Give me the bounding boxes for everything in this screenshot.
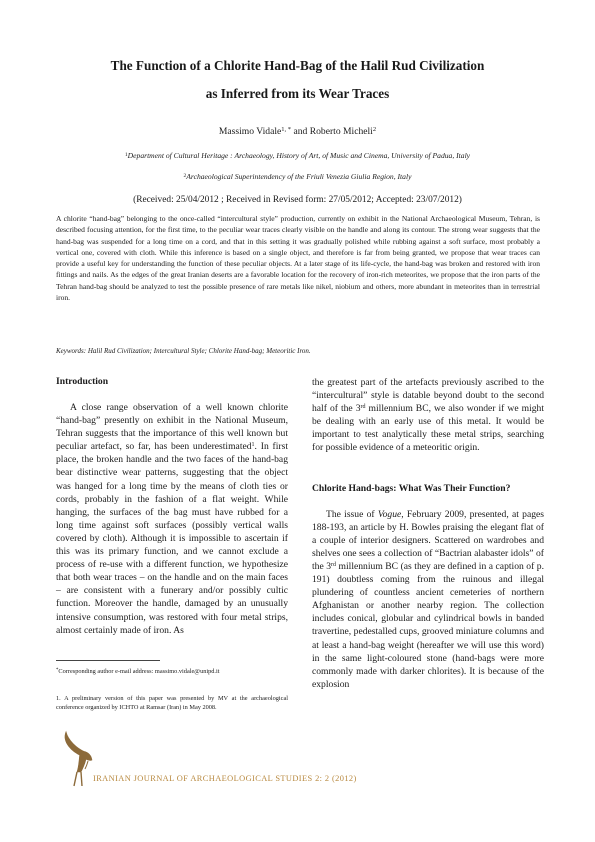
paper-title (40, 52, 555, 108)
continued-text-b: millennium BC, we also wonder if we might be dealing with an early use of this metal. It would be important to test analytically these metal strips, searching for possible evidence of a meteoritic origin. (312, 403, 545, 454)
affiliation-1-text: Department of Cultural Heritage : Archaeology, History of Art, of Music and Cinema, University of Padua, Italy (127, 151, 471, 160)
function-text-c: millennium BC (as they are defined in a caption of p. 191) doubtless coming from the ruinous and illegal plundering of countless ancient cemeteries of northern Afghanistan or another nearby region. The collection includes conical, globular and cylindrical bowls in banded travertine, pedestalled cups, grooved miniature columns and at least a hand-bag weight (hereafter we will use this word) in the same light-coloured stone (hand-bags were more commonly made with darker chlorites). It is because of the explosion (312, 560, 544, 690)
abstract: A chlorite “hand-bag” belonging to the once-called “intercultural style” production, currently on exhibit in the National Archaeological Museum, Tehran, is described focusing attention, for the first time, to the peculiar wear traces clearly visible on the handle and along its contour. The strong wear suggests that the hand-bag was suspended for a long time on a cord, and that in this setting it was gradually polished while rubbing against a soft surface, most probably a vertical one, covered with cloth. While this inference is based on a single object, and therefore is far from being granted, we propose that wear traces can provide a useful key for understanding the function of these peculiar objects. At a later stage of its life-cycle, the hand-bag was broken and restored with iron fittings and nails. As the edges of the great Iranian deserts are a favorable location for the recovery of iron-rich meteorites, we propose that the iron parts of the Tehran hand-bag should be analyzed to test the possible presence of rare metals like nikel, niobium and others, more abundant in meteorites than in terrestrial iron. (56, 214, 540, 303)
continued-text-a: the greatest part of the artefacts previously ascribed to the “intercultural” style is datable beyond doubt to the second half of the 3 (312, 377, 544, 415)
author-2: Roberto Micheli (309, 126, 373, 137)
author-1-marks: 1, * (281, 126, 292, 133)
ibex-logo-icon (52, 730, 96, 788)
section-heading-function: Chlorite Hand-bags: What Was Their Function? (312, 482, 511, 494)
author-line (40, 126, 555, 138)
introduction-paragraph (56, 401, 288, 637)
paper-title-line-2: as Inferred from its Wear Traces (205, 86, 390, 101)
footnote-rule (56, 660, 160, 661)
introduction-heading: Introduction (56, 376, 109, 387)
function-paragraph (312, 508, 544, 691)
footnote-ref-1: 1 (251, 442, 255, 449)
keywords: Keywords: Halil Rud Civilization; Intercultural Style; Chlorite Hand-bag; Meteoritic Iron. (56, 347, 311, 355)
affiliation-1 (40, 151, 555, 161)
intro-text-b: . In first place, the broken handle and the two faces of the hand-bag bear distinctive wear patterns, suggesting that the object was hanged for a long time by the means of cloth ties or cords, probably in the fashion of a flat weight. While hanging, the surfaces of the bag must have rubbed for a long time against soft surfaces (possibly vertical walls covered by cloth). Although it is impossible to ascertain if this was its primary function, and we cannot exclude a process of re-use with a different function, we hypothesize that both wear traces – on the handle and on the main faces – are consistent with a funerary and/or possibly cultic function. Moreover the handle, damaged by an unusually intensive consumption, was restored with four metal strips, almost certainly made of iron. As (56, 441, 288, 636)
continued-sup: rd (360, 404, 366, 411)
right-column (312, 376, 544, 691)
function-sup: rd (331, 561, 337, 568)
affiliation-2 (40, 172, 555, 182)
left-column (56, 376, 288, 637)
paper-title-line-1: The Function of a Chlorite Hand-Bag of the Halil Rud Civilization (110, 58, 485, 73)
footnote-1: 1. A preliminary version of this paper was presented by MV at the archaeological conference organized by ICHTO at Ramsar (Iran) in May 2008. (56, 695, 288, 711)
corresponding-mark: * (56, 668, 59, 673)
vogue-title: Vogue (377, 508, 402, 520)
author-2-marks: 2 (372, 126, 377, 133)
intro-text-a: A close range observation of a well known chlorite “hand-bag” presently on exhibit in the National Museum, Tehran suggests that the importance of this well known but peculiar artefact, so far, has been underestimated (56, 402, 288, 453)
author-1: Massimo Vidale (218, 126, 282, 137)
section-spacer (312, 455, 544, 483)
affiliation-2-text: Archaeological Superintendency of the Friuli Venezia Giulia Region, Italy (186, 172, 412, 181)
affiliation-1-mark: 1 (124, 152, 128, 158)
continued-paragraph (312, 376, 544, 455)
affiliation-2-mark: 2 (183, 173, 187, 179)
function-text-a: The issue of (326, 508, 378, 520)
corresponding-author-note (56, 667, 288, 676)
journal-footer: IRANIAN JOURNAL OF ARCHAEOLOGICAL STUDIES 2: 2 (2012) (93, 774, 357, 783)
author-joiner: and (293, 126, 308, 137)
function-text-b: , February 2009, presented, at pages 188-193, an article by H. Bowles praising the elegant flat of a couple of interior designers. Scattered on wardrobes and shelves one sees a collection of “Bactrian alabaster idols” of the 3 (312, 508, 544, 572)
corresponding-text: Corresponding author e-mail address: massimo.vidale@unipd.it (58, 668, 220, 675)
received-dates: (Received: 25/04/2012 ; Received in Revised form: 27/05/2012; Accepted: 23/07/2012) (133, 195, 462, 205)
